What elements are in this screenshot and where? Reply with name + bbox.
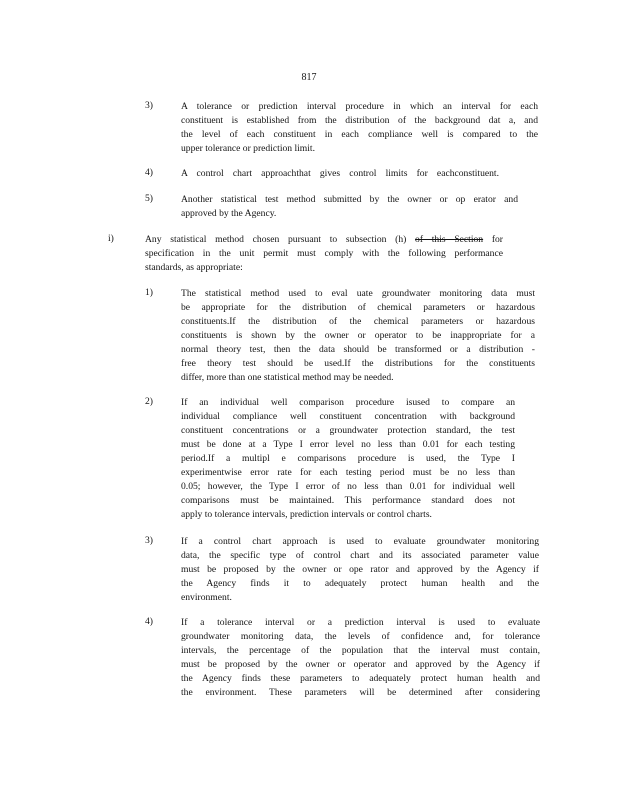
text-line: constituents is shown by the owner or operator to be inappropriate for a [181, 330, 535, 341]
text-line: the environment. These parameters will be determined after considering [181, 687, 540, 698]
text-line: The statistical method used to eval uate groundwater monitoring data must [181, 288, 535, 299]
page-number: 817 [301, 72, 317, 83]
text-line [145, 233, 503, 247]
text-line: period.If a multipl e comparisons procedure is used, the Type I [181, 453, 515, 464]
paragraph [181, 616, 540, 700]
text-line: normal theory test, then the data should be transformed or a distribution - [181, 344, 535, 355]
item-number: 4) [145, 616, 153, 627]
text-line: must be done at a Type I error level no less than 0.01 for each testing [181, 439, 515, 450]
text-line: groundwater monitoring data, the levels of confidence and, for tolerance [181, 631, 540, 642]
text-line: differ, more than one statistical method may be needed. [181, 372, 394, 383]
text-line: apply to tolerance intervals, prediction intervals or control charts. [181, 509, 432, 520]
text-line: specification in the unit permit must comply with the following performance [145, 248, 503, 259]
paragraph [181, 396, 515, 522]
text-line: be appropriate for the distribution of chemical parameters or hazardous [181, 302, 535, 313]
text-line: If a control chart approach is used to evaluate groundwater monitoring [181, 536, 539, 547]
paragraph [181, 535, 539, 605]
text-line: environment. [181, 592, 232, 603]
text-line: A tolerance or prediction interval procedure in which an interval for each [181, 101, 538, 112]
text-line: free theory test should be used.If the distributions for the constituents [181, 358, 535, 369]
paragraph [145, 233, 503, 275]
paragraph [181, 193, 518, 221]
text-segment: for [491, 234, 503, 245]
text-segment: Any statistical method chosen pursuant to subsection (h) [145, 234, 407, 245]
item-number: 3) [145, 100, 153, 111]
text-line: If an individual well comparison procedure isused to compare an [181, 397, 515, 408]
paragraph [181, 100, 538, 156]
text-line: constituent is established from the distribution of the background dat a, and [181, 115, 538, 126]
text-line: 0.05; however, the Type I error of no less than 0.01 for individual well [181, 481, 515, 492]
item-number: 4) [145, 167, 153, 178]
text-line: standards, as appropriate: [145, 262, 243, 273]
text-line: intervals, the percentage of the population that the interval must contain, [181, 645, 540, 656]
text-line: must be proposed by the owner or operator and approved by the Agency if [181, 659, 540, 670]
text-line: the Agency finds it to adequately protect human health and the [181, 578, 539, 589]
struck-text: of this Section [415, 234, 484, 245]
text-line: upper tolerance or prediction limit. [181, 143, 315, 154]
text-line: individual compliance well constituent concentration with background [181, 411, 515, 422]
text-line: constituents.If the distribution of the chemical parameters or hazardous [181, 316, 535, 327]
text-line: If a tolerance interval or a prediction interval is used to evaluate [181, 617, 540, 628]
paragraph [181, 167, 499, 181]
text-line: the Agency finds these parameters to adequately protect human health and [181, 673, 540, 684]
section-number: i) [108, 233, 114, 244]
text-line: constituent concentrations or a groundwater protection standard, the test [181, 425, 515, 436]
text-line: comparisons must be maintained. This performance standard does not [181, 495, 515, 506]
item-number: 3) [145, 535, 153, 546]
text-line: Another statistical test method submitted by the owner or op erator and [181, 194, 518, 205]
item-number: 2) [145, 396, 153, 407]
text-line: approved by the Agency. [181, 208, 277, 219]
item-number: 1) [145, 287, 153, 298]
item-number: 5) [145, 193, 153, 204]
text-line: data, the specific type of control chart and its associated parameter value [181, 550, 539, 561]
text-line: must be proposed by the owner or ope rator and approved by the Agency if [181, 564, 539, 575]
text-line: experimentwise error rate for each testing period must be no less than [181, 467, 515, 478]
paragraph [181, 287, 535, 385]
text-line: the level of each constituent in each compliance well is compared to the [181, 129, 538, 140]
text-line: A control chart approachthat gives control limits for eachconstituent. [181, 168, 499, 179]
